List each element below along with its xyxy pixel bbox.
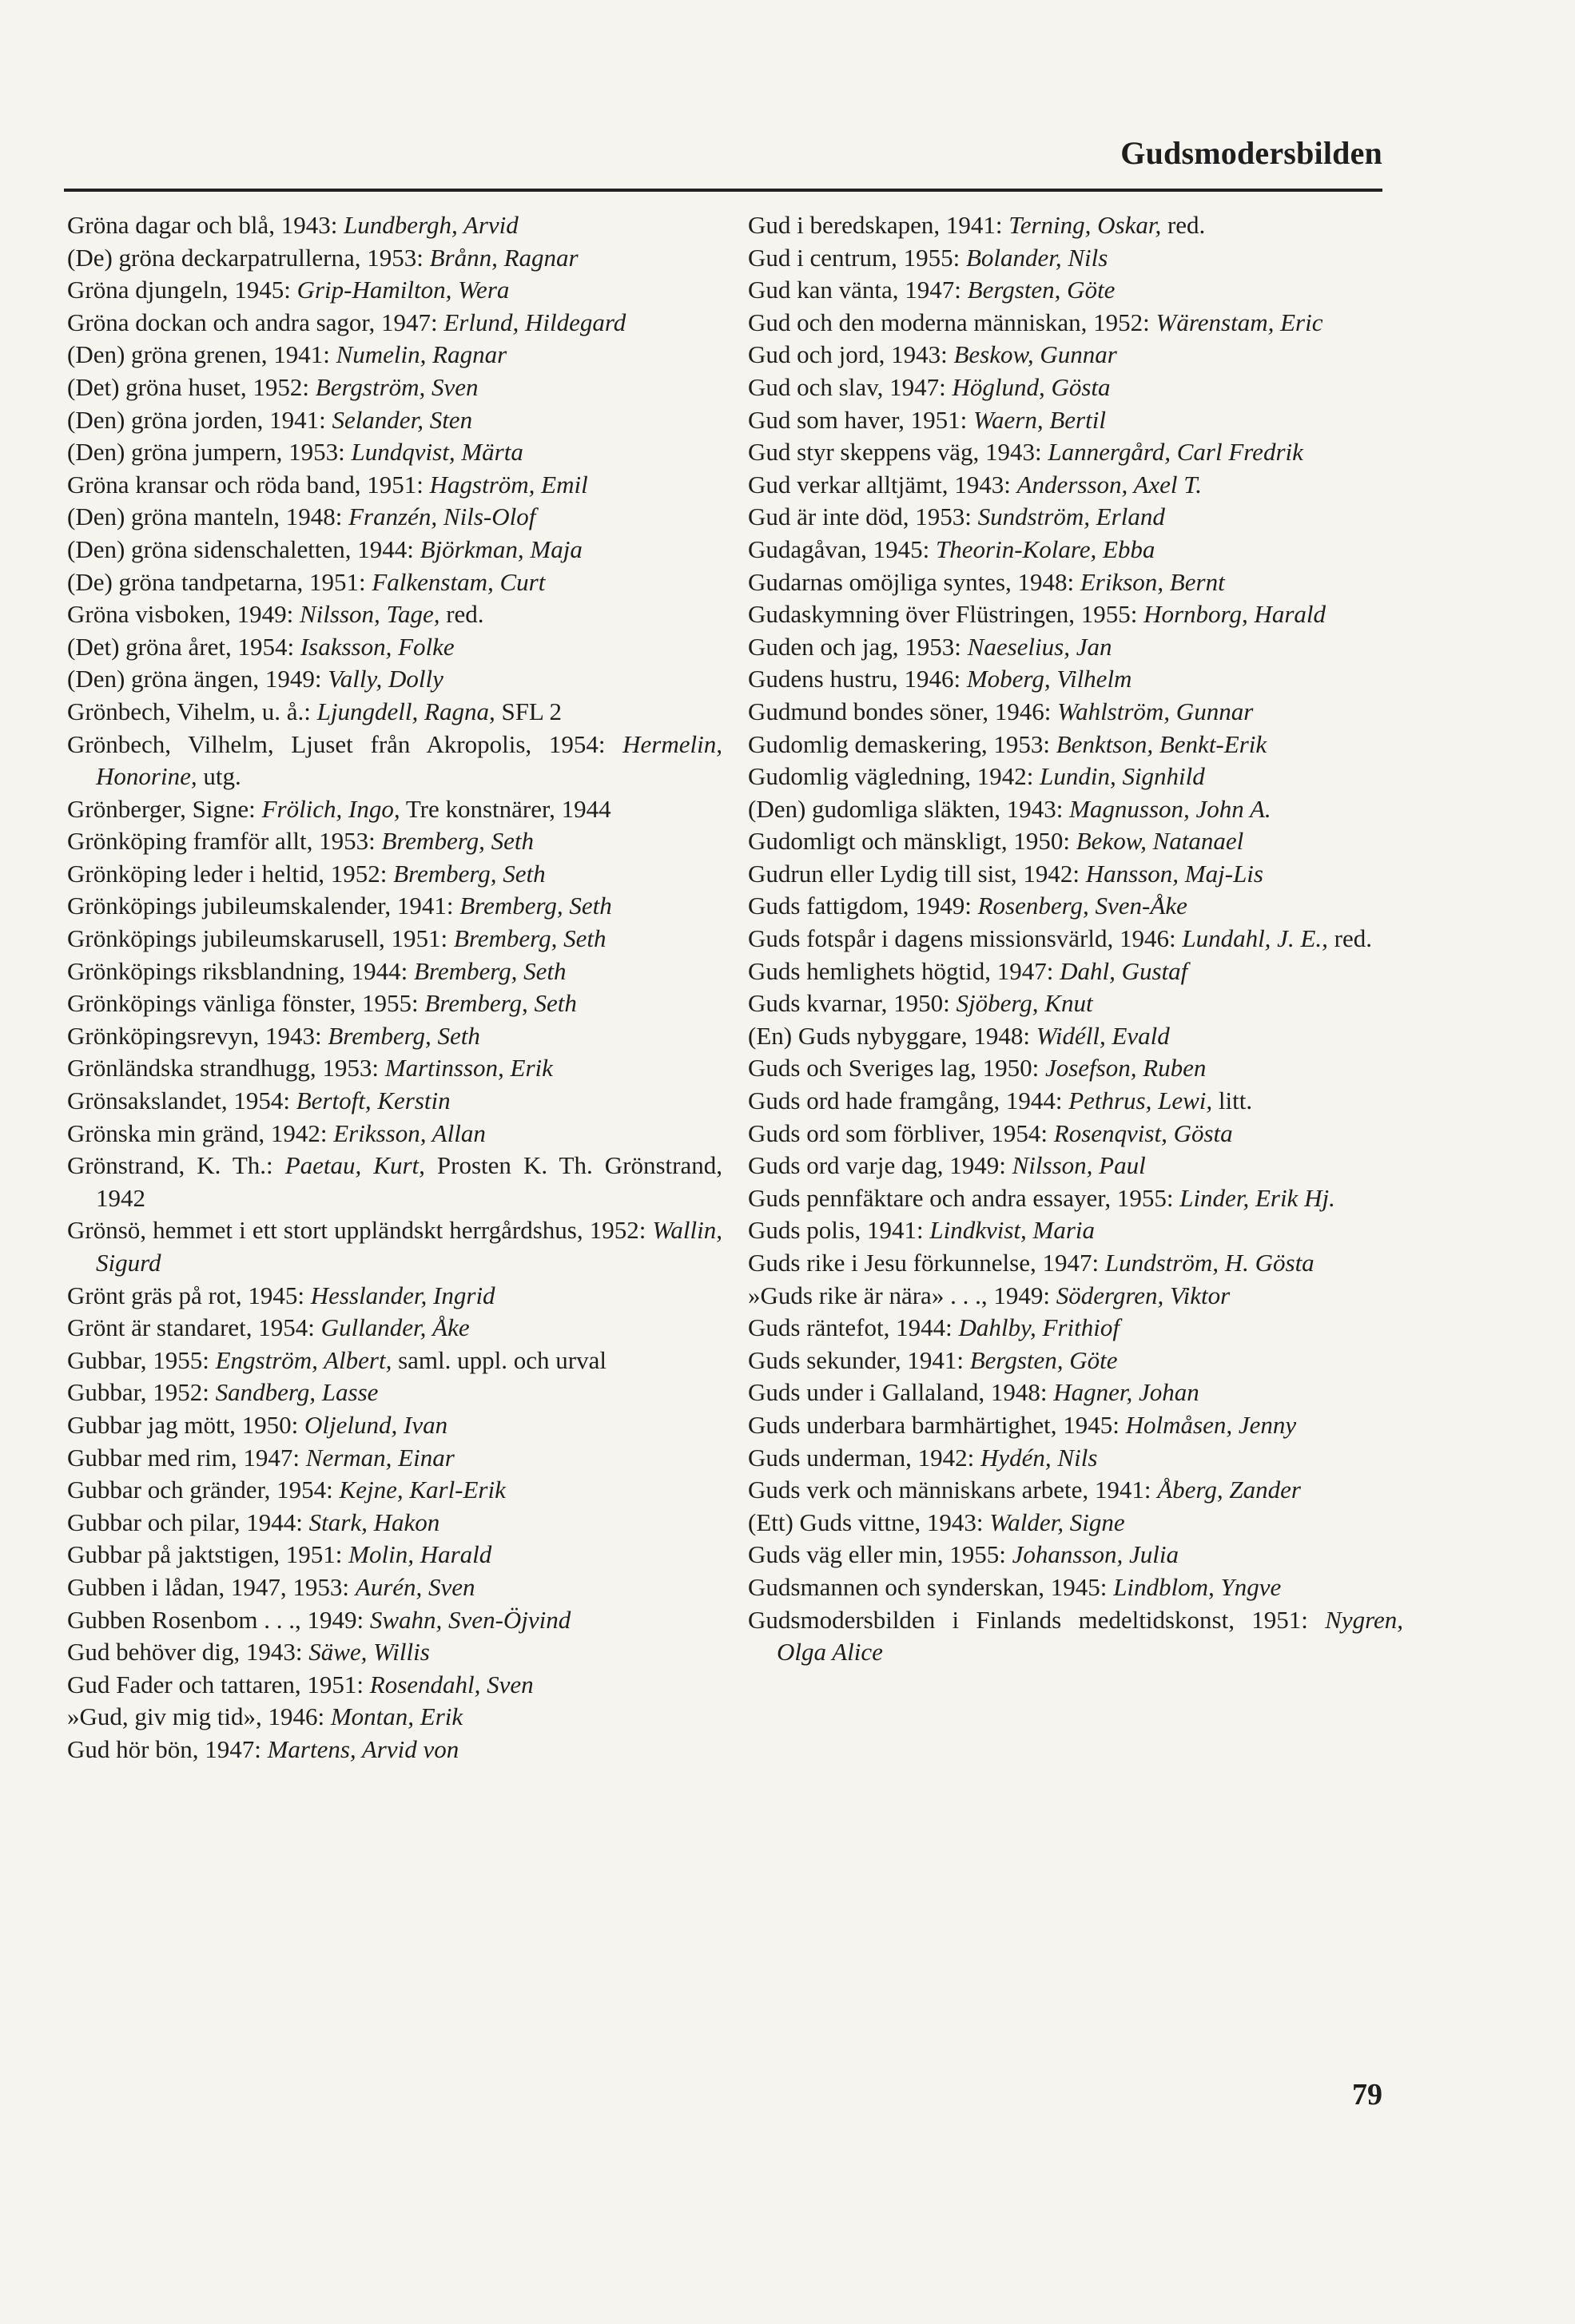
entry-title: Guds fotspår i dagens missionsvärld, 1946:: [748, 924, 1183, 953]
index-entry: [67, 1052, 722, 1085]
index-entry: [748, 1118, 1403, 1150]
index-entry: [67, 1604, 722, 1637]
entry-title: Gud i beredskapen, 1941:: [748, 211, 1009, 239]
index-entry: [67, 339, 722, 371]
entry-title: Grönköpings vänliga fönster, 1955:: [67, 989, 425, 1018]
index-entry: [67, 404, 722, 437]
entry-author: Engström, Albert,: [215, 1345, 392, 1374]
entry-author: Stark, Hakon: [308, 1508, 440, 1536]
index-entry: [67, 1020, 722, 1053]
entry-note: utg.: [197, 762, 241, 791]
entry-title: »Gud, giv mig tid», 1946:: [67, 1702, 331, 1731]
entry-title: Gud och slav, 1947:: [748, 372, 953, 401]
entry-author: Lundin, Signhild: [1040, 762, 1205, 791]
running-header: Gudsmodersbilden: [1120, 135, 1382, 171]
index-entry: [67, 501, 722, 534]
entry-note: red.: [439, 600, 484, 629]
entry-title: Gudsmodersbilden i Finlands medeltidskonst, 1951:: [748, 1605, 1326, 1634]
entry-author: Hydén, Nils: [980, 1443, 1098, 1472]
entry-title: Guds fattigdom, 1949:: [748, 892, 978, 920]
entry-author: Hagström, Emil: [429, 470, 588, 499]
entry-author: Aurén, Sven: [355, 1572, 475, 1601]
index-entry: [67, 1734, 722, 1766]
index-entry: [748, 436, 1403, 469]
entry-title: Gröna kransar och röda band, 1951:: [67, 470, 430, 499]
index-entry: [748, 1539, 1403, 1571]
index-entry: [748, 1442, 1403, 1475]
index-entry: [67, 1539, 722, 1571]
entry-title: Grönt är standaret, 1954:: [67, 1313, 321, 1342]
entry-author: Martens, Arvid von: [267, 1734, 459, 1763]
entry-author: Hornborg, Harald: [1143, 600, 1326, 629]
entry-title: Guds verk och människans arbete, 1941:: [748, 1476, 1158, 1504]
entry-title: Grönköpings jubileumskarusell, 1951:: [67, 924, 454, 953]
index-entry: [748, 1474, 1403, 1507]
entry-author: Nilsson, Paul: [1012, 1151, 1146, 1180]
index-entry: [748, 1150, 1403, 1182]
entry-author: Beskow, Gunnar: [953, 340, 1117, 369]
index-entry: [748, 307, 1403, 340]
entry-author: Södergren, Viktor: [1056, 1281, 1231, 1309]
entry-title: Gudmund bondes söner, 1946:: [748, 697, 1058, 725]
entry-title: Grönt gräs på rot, 1945:: [67, 1281, 311, 1309]
entry-note: Prosten K. Th. Grönstrand, 1942: [96, 1151, 722, 1212]
index-entry: [748, 955, 1403, 988]
entry-author: Björkman, Maja: [420, 534, 583, 563]
entry-author: Ljungdell, Ragna,: [316, 697, 495, 725]
entry-title: Grönländska strandhugg, 1953:: [67, 1054, 385, 1083]
entry-author: Vally, Dolly: [328, 665, 443, 693]
entry-author: Andersson, Axel T.: [1016, 470, 1202, 499]
index-entry: [67, 955, 722, 988]
index-entry: [748, 1280, 1403, 1313]
entry-title: Gud verkar alltjämt, 1943:: [748, 470, 1017, 499]
index-entry: [67, 436, 722, 469]
entry-author: Bremberg, Seth: [459, 892, 612, 920]
index-entry: [748, 371, 1403, 404]
entry-author: Holmåsen, Jenny: [1125, 1410, 1297, 1439]
entry-author: Wahlström, Gunnar: [1057, 697, 1254, 725]
entry-author: Oljelund, Ivan: [304, 1410, 448, 1439]
entry-author: Dahlby, Frithiof: [958, 1313, 1120, 1342]
entry-title: Grönköpings riksblandning, 1944:: [67, 956, 414, 985]
index-entry: [748, 1571, 1403, 1604]
index-entry: [748, 987, 1403, 1020]
entry-title: (De) gröna deckarpatrullerna, 1953:: [67, 243, 430, 272]
entry-author: Numelin, Ragnar: [336, 340, 507, 369]
page-number: 79: [1352, 2078, 1382, 2111]
index-entry: [748, 631, 1403, 664]
entry-title: Grönköpingsrevyn, 1943:: [67, 1021, 328, 1050]
entry-author: Pethrus, Lewi,: [1068, 1087, 1213, 1115]
index-entry: [748, 404, 1403, 437]
entry-title: Gubbar och gränder, 1954:: [67, 1476, 340, 1504]
index-entry: [748, 1377, 1403, 1409]
entry-title: Gud hör bön, 1947:: [67, 1734, 268, 1763]
index-entry: [748, 1247, 1403, 1280]
entry-author: Hansson, Maj-Lis: [1085, 859, 1263, 888]
entry-author: Bolander, Nils: [965, 243, 1108, 272]
entry-author: Åberg, Zander: [1157, 1476, 1301, 1504]
entry-title: Gubbar och pilar, 1944:: [67, 1508, 309, 1536]
index-entry: [67, 1085, 722, 1118]
entry-author: Moberg, Vilhelm: [966, 665, 1132, 693]
entry-title: Guds sekunder, 1941:: [748, 1345, 970, 1374]
entry-author: Walder, Signe: [989, 1508, 1125, 1536]
entry-title: Gud och jord, 1943:: [748, 340, 954, 369]
entry-title: Guds väg eller min, 1955:: [748, 1540, 1012, 1569]
entry-title: Guden och jag, 1953:: [748, 632, 968, 661]
entry-author: Bergsten, Göte: [967, 276, 1116, 304]
entry-author: Lundahl, J. E.,: [1182, 924, 1328, 953]
index-entry: [748, 274, 1403, 307]
entry-title: (Den) gröna grenen, 1941:: [67, 340, 336, 369]
entry-note: litt.: [1212, 1087, 1253, 1115]
entry-author: Terning, Oskar,: [1008, 211, 1162, 239]
index-entry: [67, 1442, 722, 1475]
index-entry: [748, 890, 1403, 923]
entry-author: Bremberg, Seth: [414, 956, 567, 985]
entry-author: Hagner, Johan: [1053, 1378, 1199, 1407]
entry-author: Linder, Erik Hj.: [1179, 1183, 1335, 1212]
index-entry: [748, 729, 1403, 761]
entry-author: Bremberg, Seth: [393, 859, 546, 888]
index-entry: [748, 1312, 1403, 1345]
index-entry: [67, 1150, 722, 1214]
entry-title: Gud behöver dig, 1943:: [67, 1638, 309, 1667]
entry-author: Sandberg, Lasse: [215, 1378, 379, 1407]
entry-author: Sjöberg, Knut: [956, 989, 1093, 1018]
index-entry: [67, 987, 722, 1020]
entry-title: Gudomligt och mänskligt, 1950:: [748, 827, 1076, 856]
entry-title: Gudrun eller Lydig till sist, 1942:: [748, 859, 1086, 888]
entry-author: Lindkvist, Maria: [929, 1216, 1096, 1245]
entry-author: Nerman, Einar: [305, 1443, 455, 1472]
index-entry: [67, 209, 722, 242]
entry-author: Paetau, Kurt,: [284, 1151, 425, 1180]
index-entry: [67, 469, 722, 502]
entry-author: Montan, Erik: [330, 1702, 463, 1731]
entry-author: Lundqvist, Märta: [351, 438, 523, 467]
index-entry: [67, 307, 722, 340]
entry-title: Grönstrand, K. Th.:: [67, 1151, 285, 1180]
entry-title: Gubbar med rim, 1947:: [67, 1443, 306, 1472]
right-column: [748, 209, 1403, 1669]
entry-author: Bekow, Natanael: [1076, 827, 1244, 856]
index-entry: [748, 1604, 1403, 1669]
entry-title: Grönköping framför allt, 1953:: [67, 827, 382, 856]
entry-title: Grönberger, Signe:: [67, 794, 262, 823]
index-entry: [748, 1345, 1403, 1377]
entry-title: Guds och Sveriges lag, 1950:: [748, 1054, 1045, 1083]
index-entry: [748, 566, 1403, 599]
entry-author: Brånn, Ragnar: [429, 243, 579, 272]
entry-author: Magnusson, John A.: [1069, 794, 1271, 823]
entry-title: Grönbech, Vilhelm, Ljuset från Akropolis, 1954:: [67, 729, 623, 758]
entry-title: Grönsakslandet, 1954:: [67, 1087, 296, 1115]
index-entry: [748, 469, 1403, 502]
index-entry: [67, 663, 722, 696]
entry-note: red.: [1327, 924, 1372, 953]
entry-author: Gullander, Åke: [320, 1313, 470, 1342]
entry-title: Gubben i lådan, 1947, 1953:: [67, 1572, 356, 1601]
entry-author: Erikson, Bernt: [1080, 567, 1225, 596]
entry-title: Guds pennfäktare och andra essayer, 1955:: [748, 1183, 1180, 1212]
entry-title: Gubbar jag mött, 1950:: [67, 1410, 305, 1439]
entry-author: Falkenstam, Curt: [372, 567, 546, 596]
entry-author: Lundbergh, Arvid: [344, 211, 519, 239]
entry-author: Swahn, Sven-Öjvind: [369, 1605, 571, 1634]
index-entry: [748, 1507, 1403, 1539]
entry-title: (Den) gröna jumpern, 1953:: [67, 438, 352, 467]
entry-title: Grönsö, hemmet i ett stort uppländskt herrgårdshus, 1952:: [67, 1216, 653, 1245]
index-entry: [748, 598, 1403, 631]
entry-title: (Den) gröna sidenschaletten, 1944:: [67, 534, 420, 563]
index-entry: [748, 825, 1403, 858]
entry-title: Gudaskymning över Flüstringen, 1955:: [748, 600, 1144, 629]
entry-author: Franzén, Nils-Olof: [348, 503, 536, 531]
entry-author: Wärenstam, Eric: [1155, 308, 1323, 336]
entry-author: Bremberg, Seth: [328, 1021, 480, 1050]
entry-title: Gudomlig demaskering, 1953:: [748, 729, 1056, 758]
index-entry: [748, 209, 1403, 242]
entry-author: Bertoft, Kerstin: [296, 1087, 451, 1115]
index-entry: [748, 923, 1403, 955]
index-entry: [67, 1280, 722, 1313]
entry-author: Rosenqvist, Gösta: [1053, 1118, 1233, 1147]
entry-author: Benktson, Benkt-Erik: [1056, 729, 1267, 758]
entry-title: Guds underbara barmhärtighet, 1945:: [748, 1410, 1126, 1439]
entry-author: Martinsson, Erik: [384, 1054, 553, 1083]
entry-author: Dahl, Gustaf: [1060, 956, 1188, 985]
index-entry: [67, 1409, 722, 1442]
entry-author: Widéll, Evald: [1036, 1021, 1170, 1050]
entry-title: Gud styr skeppens väg, 1943:: [748, 438, 1048, 467]
entry-title: Gröna dagar och blå, 1943:: [67, 211, 344, 239]
entry-title: Gudagåvan, 1945:: [748, 534, 937, 563]
index-entry: [67, 923, 722, 955]
entry-author: Naeselius, Jan: [967, 632, 1112, 661]
entry-title: Gubbar på jaktstigen, 1951:: [67, 1540, 349, 1569]
entry-title: Guds räntefot, 1944:: [748, 1313, 959, 1342]
index-entry: [67, 598, 722, 631]
entry-title: Guds hemlighets högtid, 1947:: [748, 956, 1060, 985]
index-entry: [67, 793, 722, 826]
index-entry: [67, 825, 722, 858]
entry-title: (Det) gröna huset, 1952:: [67, 372, 316, 401]
index-entry: [67, 1669, 722, 1702]
index-entry: [67, 274, 722, 307]
index-entry: [67, 1118, 722, 1150]
entry-author: Selander, Sten: [332, 405, 473, 434]
entry-title: Gudsmannen och synderskan, 1945:: [748, 1572, 1114, 1601]
entry-author: Theorin-Kolare, Ebba: [936, 534, 1155, 563]
index-entry: [67, 1701, 722, 1734]
entry-title: Gud kan vänta, 1947:: [748, 276, 968, 304]
index-entry: [67, 534, 722, 566]
index-entry: [748, 242, 1403, 275]
index-entry: [748, 1020, 1403, 1053]
index-entry: [67, 858, 722, 891]
index-entry: [748, 339, 1403, 371]
index-entry: [67, 1214, 722, 1279]
index-entry: [748, 858, 1403, 891]
entry-author: Hermelin, Honorine,: [96, 729, 722, 791]
index-entry: [67, 1507, 722, 1539]
entry-title: Gröna djungeln, 1945:: [67, 276, 297, 304]
entry-title: Guds under i Gallaland, 1948:: [748, 1378, 1054, 1407]
entry-author: Bergström, Sven: [315, 372, 479, 401]
entry-title: Grönbech, Vihelm, u. å.:: [67, 697, 317, 725]
entry-author: Kejne, Karl-Erik: [339, 1476, 506, 1504]
index-entry: [748, 534, 1403, 566]
entry-title: Guds ord varje dag, 1949:: [748, 1151, 1012, 1180]
entry-title: (Ett) Guds vittne, 1943:: [748, 1508, 990, 1536]
entry-title: (Den) gudomliga släkten, 1943:: [748, 794, 1070, 823]
index-entry: [748, 1052, 1403, 1085]
entry-author: Josefson, Ruben: [1044, 1054, 1207, 1083]
entry-title: Gud som haver, 1951:: [748, 405, 974, 434]
entry-note: Tre konstnärer, 1944: [400, 794, 611, 823]
index-entry: [748, 1214, 1403, 1247]
entry-author: Bremberg, Seth: [424, 989, 577, 1018]
index-entry: [67, 1571, 722, 1604]
entry-title: Gubbar, 1952:: [67, 1378, 216, 1407]
entry-author: Hesslander, Ingrid: [310, 1281, 495, 1309]
entry-author: Grip-Hamilton, Wera: [296, 276, 510, 304]
entry-title: (En) Guds nybyggare, 1948:: [748, 1021, 1036, 1050]
index-entry: [67, 631, 722, 664]
index-entry: [67, 566, 722, 599]
entry-author: Bremberg, Seth: [381, 827, 534, 856]
entry-note: saml. uppl. och urval: [392, 1345, 607, 1374]
entry-author: Johansson, Julia: [1012, 1540, 1179, 1569]
entry-title: Grönska min gränd, 1942:: [67, 1118, 334, 1147]
entry-author: Rosendahl, Sven: [369, 1670, 534, 1698]
entry-title: Gudarnas omöjliga syntes, 1948:: [748, 567, 1080, 596]
entry-author: Rosenberg, Sven-Åke: [977, 892, 1187, 920]
entry-title: Gud Fader och tattaren, 1951:: [67, 1670, 370, 1698]
entry-note: SFL 2: [495, 697, 562, 725]
entry-author: Höglund, Gösta: [952, 372, 1111, 401]
entry-author: Eriksson, Allan: [333, 1118, 486, 1147]
entry-author: Nilsson, Tage,: [300, 600, 440, 629]
index-entry: [67, 1636, 722, 1669]
index-entry: [67, 242, 722, 275]
index-entry: [67, 1377, 722, 1409]
index-entry: [748, 761, 1403, 793]
entry-title: Gudomlig vägledning, 1942:: [748, 762, 1040, 791]
header-rule: [64, 189, 1382, 192]
entry-title: Gröna visboken, 1949:: [67, 600, 300, 629]
entry-title: »Guds rike är nära» . . ., 1949:: [748, 1281, 1056, 1309]
entry-author: Lannergård, Carl Fredrik: [1048, 438, 1303, 467]
entry-author: Nygren, Olga Alice: [777, 1605, 1403, 1667]
entry-title: Gröna dockan och andra sagor, 1947:: [67, 308, 444, 336]
entry-title: (Den) gröna ängen, 1949:: [67, 665, 328, 693]
entry-title: Gud är inte död, 1953:: [748, 503, 978, 531]
entry-title: Guds underman, 1942:: [748, 1443, 981, 1472]
entry-author: Waern, Bertil: [973, 405, 1106, 434]
entry-author: Wallin, Sigurd: [96, 1216, 722, 1277]
index-entry: [748, 1182, 1403, 1215]
entry-title: Guds rike i Jesu förkunnelse, 1947:: [748, 1249, 1105, 1277]
entry-title: Grönköping leder i heltid, 1952:: [67, 859, 394, 888]
entry-title: Grönköpings jubileumskalender, 1941:: [67, 892, 460, 920]
index-entry: [67, 1345, 722, 1377]
entry-title: Gud och den moderna människan, 1952:: [748, 308, 1156, 336]
entry-title: (Den) gröna jorden, 1941:: [67, 405, 332, 434]
entry-title: Gudens hustru, 1946:: [748, 665, 967, 693]
index-entry: [67, 729, 722, 793]
entry-author: Bergsten, Göte: [969, 1345, 1118, 1374]
index-entry: [67, 696, 722, 729]
left-column: [67, 209, 722, 1766]
entry-title: Gud i centrum, 1955:: [748, 243, 966, 272]
entry-title: (De) gröna tandpetarna, 1951:: [67, 567, 372, 596]
entry-title: (Den) gröna manteln, 1948:: [67, 503, 349, 531]
entry-title: Guds ord som förbliver, 1954:: [748, 1118, 1054, 1147]
entry-title: (Det) gröna året, 1954:: [67, 632, 300, 661]
entry-title: Guds kvarnar, 1950:: [748, 989, 957, 1018]
index-entry: [748, 793, 1403, 826]
entry-note: red.: [1161, 211, 1206, 239]
entry-author: Molin, Harald: [348, 1540, 492, 1569]
index-entry: [67, 1474, 722, 1507]
entry-author: Bremberg, Seth: [453, 924, 607, 953]
entry-author: Sundström, Erland: [977, 503, 1165, 531]
entry-title: Gubben Rosenbom . . ., 1949:: [67, 1605, 370, 1634]
entry-author: Lundström, H. Gösta: [1104, 1249, 1314, 1277]
index-entry: [67, 890, 722, 923]
entry-author: Isaksson, Folke: [300, 632, 455, 661]
index-entry: [67, 1312, 722, 1345]
index-entry: [748, 663, 1403, 696]
index-entry: [67, 371, 722, 404]
index-entry: [748, 696, 1403, 729]
entry-title: Guds ord hade framgång, 1944:: [748, 1087, 1069, 1115]
index-entry: [748, 1085, 1403, 1118]
entry-title: Guds polis, 1941:: [748, 1216, 930, 1245]
entry-title: Gubbar, 1955:: [67, 1345, 216, 1374]
index-entry: [748, 1409, 1403, 1442]
index-entry: [748, 501, 1403, 534]
entry-author: Lindblom, Yngve: [1113, 1572, 1282, 1601]
entry-author: Erlund, Hildegard: [443, 308, 626, 336]
entry-author: Säwe, Willis: [308, 1638, 430, 1667]
entry-author: Frölich, Ingo,: [261, 794, 400, 823]
